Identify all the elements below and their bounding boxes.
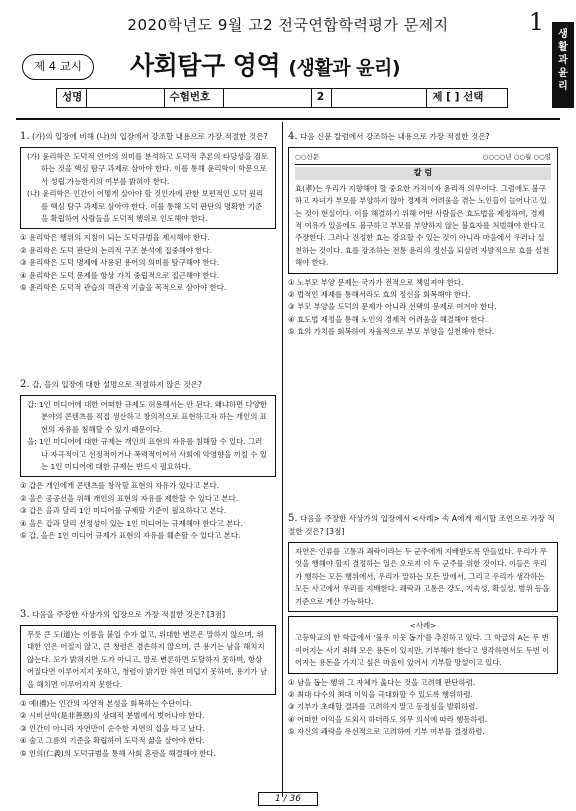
- column-divider: [282, 122, 283, 797]
- passage-paragraph: 효(孝)는 우리가 지향해야 할 중요한 가치이자 윤리적 의무이다. 그럼에도 불구하고 자녀가 부모를 부양하지 않아 경제적 어려움을 겪는 노인들이 늘어나고 있는 것이 현실이다. 이를 해결하기 위해 어떤 사람들은 효도법을 제정하여, 경제적 여유가 있음에도 불구하고 부모를 부양하지 않는 불효자를 처벌해야 한다고 주장한다. 그러나 진정한 효는 강요할 수 있는 것이 아니라 마음에서 우러나 실천하는 것이다. 효를 강조하는 전통 윤리의 정신을 되살려 자발적으로 효를 실천해야 한다.: [295, 183, 550, 268]
- answer-option[interactable]: ③ 부모 부양을 도덕의 문제가 아니라 선택의 문제로 여겨야 한다.: [288, 302, 497, 312]
- case-box: [288, 616, 558, 674]
- answer-option[interactable]: ④ 어떠한 이익을 도외시 하더라도 의무 의식에 따라 행동하렴.: [288, 714, 488, 724]
- question-text: 갑, 을의 입장에 대한 설명으로 적절하지 않은 것은?: [31, 380, 203, 389]
- question-number: 5.: [288, 513, 298, 524]
- answer-option[interactable]: ② 윤리학은 도덕 판단의 논리적 구조 분석에 집중해야 한다.: [20, 245, 212, 255]
- question-3: [20, 608, 276, 760]
- newspaper-meta: [295, 151, 551, 165]
- question-title: [20, 378, 276, 391]
- question-number: 2.: [20, 379, 30, 390]
- question-text: (가)의 입장에 비해 (나)의 입장에서 강조할 내용으로 가장 적절한 것은?: [31, 132, 268, 141]
- question-text: 다음 신문 칼럼에서 강조하는 내용으로 가장 적절한 것은?: [299, 132, 490, 141]
- question-5: [288, 512, 558, 739]
- newspaper-column-box: [288, 147, 558, 274]
- examinee-info-row: [56, 88, 508, 108]
- passage-paragraph: 자연은 인류를 고통과 쾌락이라는 두 군주에게 지배받도록 만들었다. 우리가 무엇을 행해야 할지 결정하는 일은 오로지 이 두 군주를 위한 것이다. 이들은 우리가 행하는 모든 행위에서, 우리가 말하는 모든 말에서, 그리고 우리가 생각하는 모든 사고에서 우리를 지배한다. 쾌락과 고통은 강도, 지속성, 확실성, 범위 등을 기준으로 계산 가능하다.: [295, 547, 550, 606]
- question-number: 4.: [288, 131, 298, 142]
- question-title: [288, 512, 558, 538]
- newspaper-name: ○○신문: [295, 153, 319, 161]
- answer-option[interactable]: ③ 기부가 초래할 결과를 고려하지 말고 동정심을 발휘하렴.: [288, 702, 478, 712]
- answer-option[interactable]: ① 갑은 개인에게 콘텐츠를 창작할 표현의 자유가 있다고 본다.: [20, 481, 220, 491]
- question-number: 1.: [20, 131, 30, 142]
- header-rule: [16, 118, 560, 120]
- answer-options: [288, 677, 558, 739]
- passage-box: [20, 395, 276, 477]
- exam-number-digit: 2: [312, 89, 332, 107]
- case-title: <사례>: [409, 621, 437, 631]
- answer-option[interactable]: ⑤ 인의(仁義)의 도덕규범을 통해 사회 혼란을 해결해야 한다.: [20, 748, 216, 758]
- answer-options: [20, 232, 276, 294]
- newspaper-date: ○○○○년 ○○월 ○○일: [482, 153, 551, 161]
- answer-option[interactable]: ④ 효도법 제정을 통해 노인의 경제적 어려움을 해결해야 한다.: [288, 314, 488, 324]
- exam-number-field[interactable]: [224, 89, 312, 107]
- side-tab-char: 윤: [558, 68, 568, 79]
- passage-paragraph: (나) 윤리학은 인간이 어떻게 살아야 할 것인가에 관한 보편적인 도덕 원리를 핵심 탐구 과제로 삼아야 한다. 이를 통해 도덕 판단의 명확한 기준을 확립하여 사람들을 도덕적 행위로 인도해야 한다.: [27, 189, 264, 224]
- answer-option[interactable]: ③ 갑은 을과 달리 1인 미디어를 규제할 기준이 필요하다고 본다.: [20, 506, 227, 516]
- passage-box: [20, 625, 276, 695]
- answer-option[interactable]: ② 최대 다수의 최대 이익을 극대화할 수 있도록 행위하렴.: [288, 690, 473, 700]
- answer-option[interactable]: ③ 윤리학은 도덕 명제에 사용된 용어의 의미를 탐구해야 한다.: [20, 258, 220, 268]
- page-footer: 1 / 36: [258, 792, 318, 806]
- passage-paragraph: 을: 1인 미디어에 대한 규제는 개인의 표현의 자유를 침해할 수 있다. 그러나 자극적이고 선정적이거나 폭력적이어서 사회에 악영향을 끼칠 수 있는 1인 미디어에 대한 규제는 반드시 필요하다.: [27, 437, 267, 472]
- exam-header-title: 2020학년도 9월 고2 전국연합학력평가 문제지: [127, 16, 449, 34]
- name-label: 성명: [57, 89, 87, 107]
- answer-option[interactable]: ① 윤리학은 행위의 지침이 되는 도덕규범을 제시해야 한다.: [20, 233, 210, 243]
- answer-option[interactable]: ④ 윤리학은 도덕 문제를 항상 가치 중립적으로 접근해야 한다.: [20, 270, 220, 280]
- exam-number-field-2[interactable]: [332, 89, 428, 107]
- question-text: 다음을 주장한 사상가의 입장에서 <사례> 속 A에게 제시할 조언으로 가장 적절한 것은? [3점]: [288, 514, 555, 536]
- answer-options: [20, 698, 276, 760]
- question-4: [288, 130, 558, 339]
- passage-box: [20, 147, 276, 229]
- subject-title: [130, 46, 400, 82]
- question-2: [20, 378, 276, 542]
- answer-option[interactable]: ② 시비선악(是非善惡)의 상대적 분별에서 벗어나야 한다.: [20, 711, 205, 721]
- answer-option[interactable]: ② 법적인 제재를 통해서라도 효의 정신을 회복해야 한다.: [288, 290, 471, 300]
- side-tab-char: 생: [558, 29, 568, 40]
- case-text: 고등학교의 한 학급에서 '불우 이웃 돕기'를 추진하고 있다. 그 학급의 A는 두 번 이어지는 사기 취해 모은 용돈이 있지만, 기부해야 한다고 생각하면서도 두번 이어지는 용돈을 가지고 싶은 마음이 있어서 기부할 망설이고 있다.: [295, 633, 550, 668]
- question-1: [20, 130, 276, 294]
- subject-main: 사회탐구 영역: [130, 51, 281, 80]
- question-title: [20, 130, 276, 143]
- answer-option[interactable]: ① 남을 돕는 행위 그 자체가 옳다는 것을 고려해 판단하렴.: [288, 677, 476, 687]
- page-number: 1: [528, 8, 544, 36]
- answer-option[interactable]: ④ 술고 그름의 기준을 확립하여 도덕적 삶을 살아야 한다.: [20, 736, 205, 746]
- answer-option[interactable]: ① 노부모 부양 문제는 국가가 전적으로 책임져야 한다.: [288, 277, 464, 287]
- question-text: 다음을 주장한 사상가의 입장으로 가장 적절한 것은? [3점]: [31, 610, 226, 619]
- passage-paragraph: 무릇 큰 도(道)는 이름을 붙일 수가 없고, 위대한 변론은 말하지 않으며, 위대한 인은 어질지 않고, 큰 청렴은 겸손하지 않으며, 큰 용기는 남을 해치지 않는다. 도가 밝혀지면 도가 아니고, 말로 변론하면 도달하지 못하며, 항상 어질다면 이루어지지 못하고, 청렴이 밝기만 하면 미덥지 못하며, 용기가 남을 해치면 이루어지지 못한다.: [27, 630, 268, 689]
- side-tab-char: 리: [558, 81, 568, 92]
- answer-option[interactable]: ⑤ 효의 가치를 회복하여 자율적으로 부모 부양을 실천해야 한다.: [288, 327, 495, 337]
- answer-option[interactable]: ⑤ 자신의 쾌락을 우선적으로 고려하여 기부 여부를 결정하렴.: [288, 727, 485, 737]
- passage-box: [288, 542, 558, 612]
- answer-option[interactable]: ② 을은 공공선을 위해 개인의 표현의 자유를 제한할 수 있다고 본다.: [20, 493, 239, 503]
- answer-options: [288, 277, 558, 339]
- answer-option[interactable]: ④ 을은 갑과 달리 선정성이 있는 1인 미디어는 규제해야 한다고 본다.: [20, 518, 243, 528]
- side-tab-char: 과: [558, 55, 568, 66]
- period-badge: 제 4 교시: [22, 54, 94, 80]
- subject-side-tab: [552, 22, 574, 108]
- question-number: 3.: [20, 609, 30, 620]
- subject-sub: (생활과 윤리): [288, 57, 401, 79]
- answer-options: [20, 480, 276, 542]
- question-title: [288, 130, 558, 143]
- answer-option[interactable]: ③ 인간이 아니라 자연만이 순수한 자연의 섭을 타고 났다.: [20, 723, 205, 733]
- exam-number-label: 수험번호: [165, 89, 225, 107]
- passage-paragraph: 갑: 1인 미디어에 대한 어떠한 규제도 허용해서는 안 된다. 왜냐하면 다양한 분야의 콘텐츠를 직접 생산하고 창의적으로 표현하고자 하는 개인의 표현의 자유를 침해할 수 있기 때문이다.: [27, 400, 268, 434]
- name-field[interactable]: [87, 89, 165, 107]
- side-tab-char: 활: [558, 42, 568, 53]
- choice-label: 제 [ ] 선택: [432, 91, 484, 103]
- answer-option[interactable]: ① 예(禮)는 인간의 자연적 본성을 회복하는 수단이다.: [20, 699, 192, 709]
- answer-option[interactable]: ⑤ 윤리학은 도덕적 관습의 객관적 기술을 목적으로 삼아야 한다.: [20, 283, 227, 293]
- column-heading: 칼 럼: [295, 167, 551, 179]
- question-title: [20, 608, 276, 621]
- answer-option[interactable]: ⑤ 갑, 을은 1인 미디어 규제가 표현의 자유를 훼손할 수 있다고 본다.: [20, 531, 241, 541]
- passage-paragraph: (가) 윤리학은 도덕적 언어의 의미를 분석하고 도덕적 추론의 타당성을 검토하는 것을 핵심 탐구 과제로 삼아야 한다. 이를 통해 윤리학이 학문으로서 성립 가능한지의 여부를 밝혀야 한다.: [27, 152, 269, 186]
